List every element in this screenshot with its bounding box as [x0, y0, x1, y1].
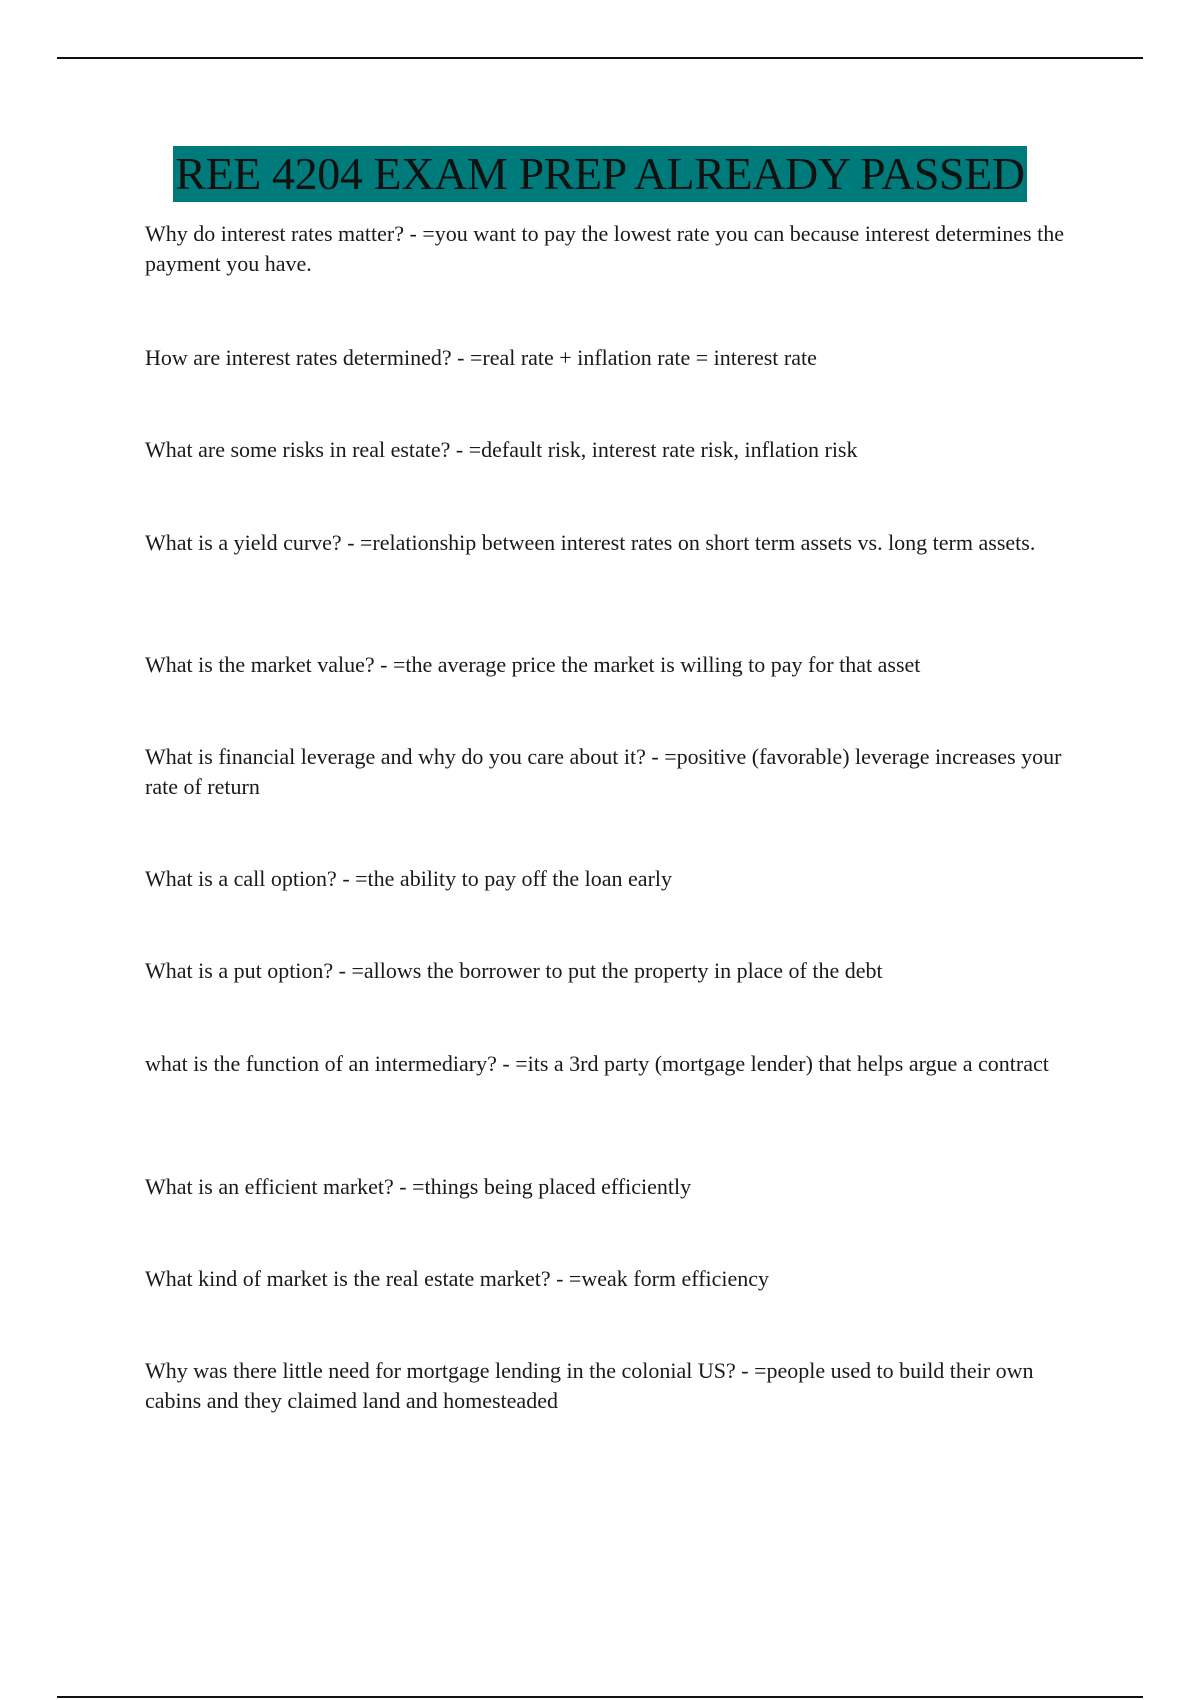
qa-item-call-option: What is a call option? - =the ability to pay off the loan early [145, 866, 673, 891]
qa-item-put-option: What is a put option? - =allows the borrower to put the property in place of the debt [145, 958, 883, 983]
qa-item-real-estate-risks: What are some risks in real estate? - =default risk, interest rate risk, inflation risk [145, 437, 858, 462]
qa-item-colonial-mortgage-lending: Why was there little need for mortgage lending in the colonial US? - =people used to build their own cabins and they claimed land and homesteaded [145, 1358, 1034, 1413]
qa-item-financial-leverage: What is financial leverage and why do you care about it? - =positive (favorable) leverage increases your rate of return [145, 744, 1062, 799]
bottom-rule [57, 1696, 1143, 1698]
document-title: REE 4204 EXAM PREP ALREADY PASSED [173, 146, 1026, 202]
qa-item-intermediary: what is the function of an intermediary? - =its a 3rd party (mortgage lender) that helps argue a contract [145, 1051, 1049, 1076]
qa-item-efficient-market: What is an efficient market? - =things being placed efficiently [145, 1174, 692, 1199]
qa-item-market-value: What is the market value? - =the average price the market is willing to pay for that asset [145, 652, 921, 677]
qa-item-interest-rates-matter: Why do interest rates matter? - =you want to pay the lowest rate you can because interest determines the payment you have. [145, 221, 1064, 276]
qa-item-yield-curve: What is a yield curve? - =relationship between interest rates on short term assets vs. long term assets. [145, 530, 1036, 555]
title-container [0, 146, 1200, 202]
qa-item-interest-rates-determined: How are interest rates determined? - =real rate + inflation rate = interest rate [145, 345, 817, 370]
top-rule [57, 57, 1143, 59]
qa-item-real-estate-market-kind: What kind of market is the real estate market? - =weak form efficiency [145, 1266, 770, 1291]
